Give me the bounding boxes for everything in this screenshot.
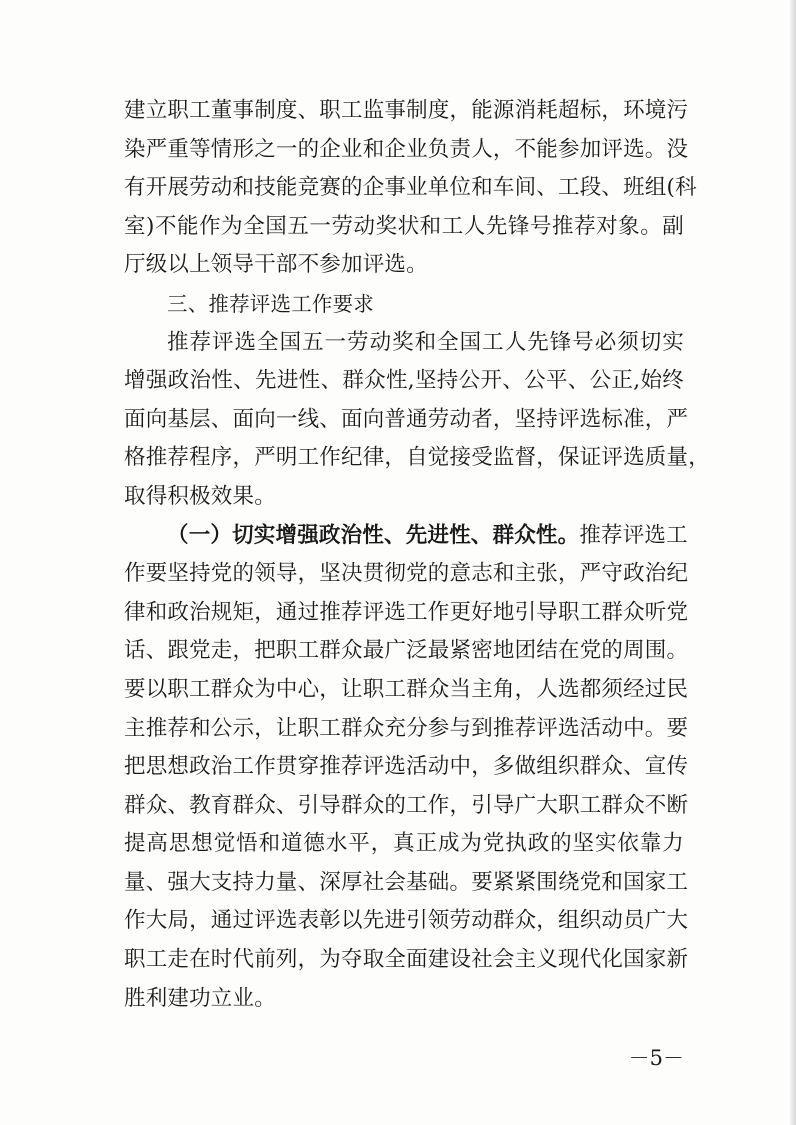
- paragraph-3-first-line: [124, 517, 688, 556]
- paragraph-3-line: 主推荐和公示，让职工群众充分参与到推荐评选活动中。要: [124, 715, 689, 741]
- paragraph-3-line: 胜利建功立业。: [124, 985, 276, 1011]
- paragraph-3-line: 律和政治规矩，通过推荐评选工作更好地引导职工群众听党: [124, 599, 689, 625]
- body-text: [124, 92, 710, 1018]
- paragraph-2-line: 格推荐程序，严明工作纪律，自觉接受监督，保证评选质量，: [124, 445, 710, 471]
- paragraph-2-line: 取得积极效果。: [124, 483, 276, 509]
- page-number: －5－: [628, 1046, 684, 1070]
- paragraph-1-line: 有开展劳动和技能竞赛的企事业单位和车间、工段、班组(科: [124, 175, 697, 201]
- paragraph-3-first-line-rest: 推荐评选工: [579, 522, 688, 548]
- paragraph-3-line: 量、强大支持力量、深厚社会基础。要紧紧围绕党和国家工: [124, 869, 689, 895]
- section-heading: 三、推荐评选工作要求: [167, 291, 374, 316]
- paragraph-3-line: 要以职工群众为中心，让职工群众当主角，人选都须经过民: [124, 676, 689, 702]
- paragraph-1-line: 染严重等情形之一的企业和企业负责人，不能参加评选。没: [124, 136, 689, 162]
- paragraph-1-line: 厅级以上领导干部不参加评选。: [124, 252, 428, 278]
- paragraph-3-line: 把思想政治工作贯穿推荐评选活动中，多做组织群众、宣传: [124, 754, 689, 780]
- paragraph-1-line: 室)不能作为全国五一劳动奖状和工人先锋号推荐对象。副: [124, 213, 684, 239]
- paragraph-3-line: 群众、教育群众、引导群众的工作，引导广大职工群众不断: [124, 792, 689, 818]
- paragraph-3-line: 提高思想觉悟和道德水平，真正成为党执政的坚实依靠力: [124, 831, 684, 857]
- paragraph-2-line: 推荐评选全国五一劳动奖和全国工人先锋号必须切实: [167, 329, 684, 355]
- subsection-heading: （一）切实增强政治性、先进性、群众性。: [167, 522, 580, 548]
- paragraph-1-line: 建立职工董事制度、职工监事制度，能源消耗超标，环境污: [124, 98, 689, 123]
- scan-edge: [790, 0, 796, 1125]
- paragraph-2-line: 面向基层、面向一线、面向普通劳动者，坚持评选标准，严: [124, 406, 689, 432]
- paragraph-3-line: 话、跟党走，把职工群众最广泛最紧密地团结在党的周围。: [124, 638, 689, 664]
- paragraph-3-line: 作大局，通过评选表彰以先进引领劳动群众，组织动员广大: [124, 908, 689, 934]
- paragraph-3-line: 职工走在时代前列，为夺取全面建设社会主义现代化国家新: [124, 947, 689, 973]
- paragraph-2-line: 增强政治性、先进性、群众性,坚持公开、公平、公正,始终: [124, 368, 684, 394]
- paragraph-3-line: 作要坚持党的领导，坚决贯彻党的意志和主张，严守政治纪: [124, 561, 689, 587]
